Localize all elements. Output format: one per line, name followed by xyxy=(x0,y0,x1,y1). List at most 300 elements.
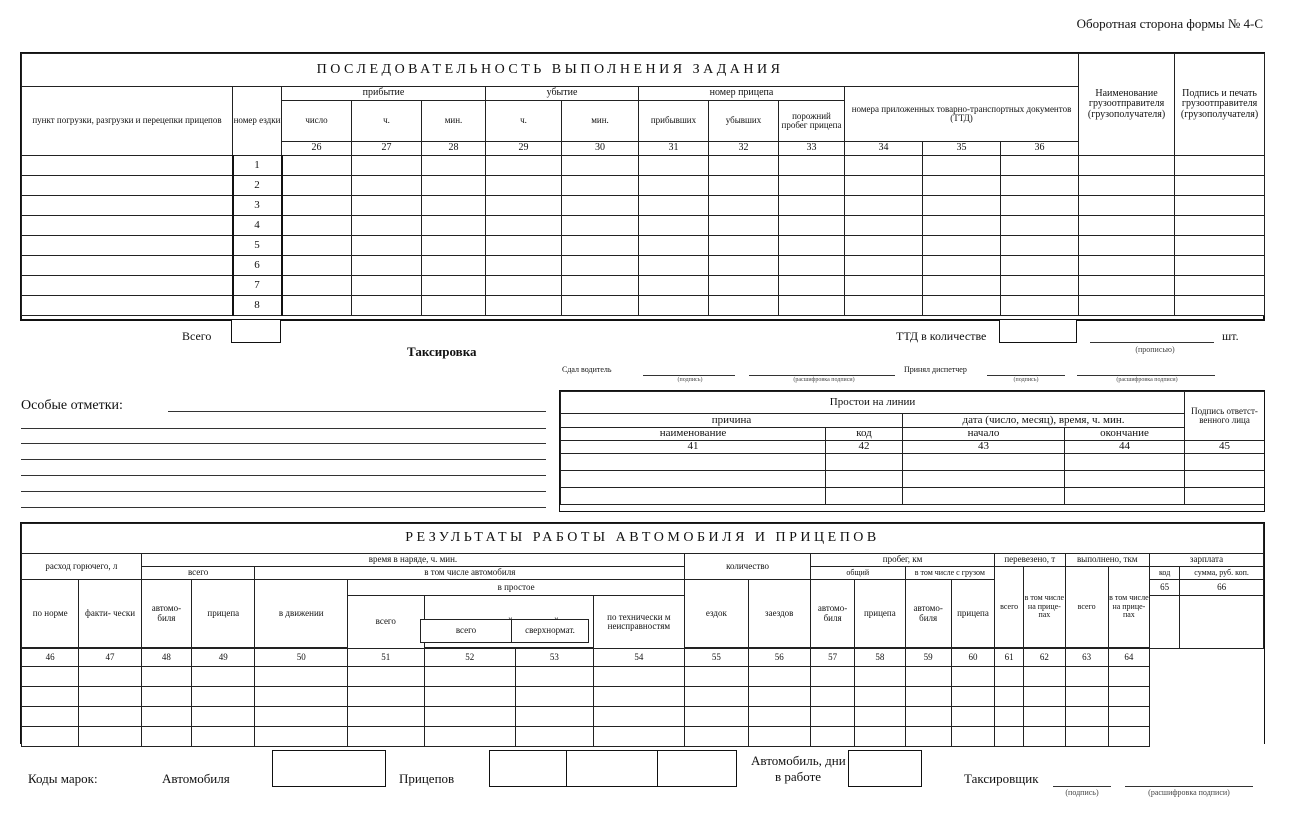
trips-header: ездок xyxy=(685,580,748,648)
task-cell[interactable] xyxy=(282,256,352,276)
under-load-all-header: всего xyxy=(421,620,512,643)
col-number: 56 xyxy=(748,649,810,667)
performed-all-header: всего xyxy=(1065,567,1108,648)
task-cell[interactable] xyxy=(779,176,845,196)
results-cell[interactable] xyxy=(855,687,905,707)
results-cell[interactable] xyxy=(516,687,593,707)
results-cell[interactable] xyxy=(685,687,748,707)
arrival-day-header: число xyxy=(282,101,352,142)
salary-sum-cell[interactable] xyxy=(1180,596,1264,649)
col-number: 36 xyxy=(1001,142,1079,156)
task-cell[interactable] xyxy=(709,236,779,256)
taxer-signature-line[interactable] xyxy=(1053,786,1111,787)
results-cell[interactable] xyxy=(1024,727,1065,747)
task-cell[interactable] xyxy=(486,296,562,316)
dispatcher-signature-line[interactable] xyxy=(987,375,1065,376)
task-cell[interactable] xyxy=(22,296,233,316)
task-cell[interactable] xyxy=(779,256,845,276)
task-cell[interactable] xyxy=(352,216,422,236)
ttd-count-box[interactable] xyxy=(999,319,1077,343)
driver-decode-caption: (расшифровка подписи) xyxy=(793,377,855,383)
taxer-label: Таксировщик xyxy=(964,771,1039,786)
task-cell[interactable] xyxy=(422,276,486,296)
task-cell[interactable] xyxy=(1079,296,1175,316)
task-cell[interactable] xyxy=(639,196,709,216)
col-number: 59 xyxy=(905,649,951,667)
task-cell[interactable] xyxy=(923,276,1001,296)
results-cell[interactable] xyxy=(1024,687,1065,707)
results-cell[interactable] xyxy=(748,687,810,707)
results-cell[interactable] xyxy=(255,727,348,747)
task-cell[interactable] xyxy=(1175,156,1265,176)
task-cell[interactable] xyxy=(282,216,352,236)
car-days-box[interactable] xyxy=(848,750,922,787)
task-cell[interactable] xyxy=(486,156,562,176)
task-cell[interactable] xyxy=(422,156,486,176)
task-cell[interactable] xyxy=(486,256,562,276)
results-cell[interactable] xyxy=(951,687,994,707)
task-cell[interactable] xyxy=(709,176,779,196)
driver-decode-line[interactable] xyxy=(749,375,895,376)
salary-sum-header: сумма, руб. коп. xyxy=(1180,567,1264,580)
task-cell[interactable] xyxy=(709,296,779,316)
col-number: 51 xyxy=(348,649,424,667)
time-all-header: всего xyxy=(141,567,255,580)
results-cell[interactable] xyxy=(79,707,141,727)
results-cell[interactable] xyxy=(905,687,951,707)
total-box[interactable] xyxy=(231,319,281,343)
results-cell[interactable] xyxy=(424,727,516,747)
results-cell[interactable] xyxy=(951,727,994,747)
time-trailer-header: прицепа xyxy=(192,580,255,648)
task-cell[interactable] xyxy=(709,256,779,276)
task-cell[interactable] xyxy=(486,236,562,256)
task-cell[interactable] xyxy=(352,196,422,216)
results-column-numbers xyxy=(22,649,1264,667)
car-days-label-2: в работе xyxy=(775,769,822,784)
task-cell[interactable] xyxy=(779,216,845,236)
task-cell[interactable] xyxy=(1079,216,1175,236)
salary-number: 65 xyxy=(1150,580,1180,596)
results-cell[interactable] xyxy=(905,667,951,687)
col-number: 55 xyxy=(685,649,748,667)
notes-line[interactable] xyxy=(21,459,546,460)
task-cell[interactable] xyxy=(282,236,352,256)
results-cell[interactable] xyxy=(951,707,994,727)
departure-header: убытие xyxy=(486,87,639,101)
results-cell[interactable] xyxy=(141,687,191,707)
col-number: 27 xyxy=(352,142,422,156)
task-cell[interactable] xyxy=(1001,276,1079,296)
task-cell[interactable] xyxy=(845,216,923,236)
task-cell[interactable] xyxy=(923,256,1001,276)
task-cell[interactable] xyxy=(1001,296,1079,316)
salary-blank xyxy=(1150,707,1264,727)
task-cell[interactable] xyxy=(845,276,923,296)
results-cell[interactable] xyxy=(810,687,854,707)
task-cell[interactable] xyxy=(1001,256,1079,276)
trailer-brand-box[interactable] xyxy=(489,750,567,787)
task-cell[interactable] xyxy=(845,176,923,196)
taxer-signature-caption: (подпись) xyxy=(1065,788,1099,797)
cargo-mileage-header: в том числе с грузом xyxy=(905,567,995,580)
results-cell[interactable] xyxy=(516,727,593,747)
task-cell[interactable] xyxy=(352,236,422,256)
responsible-header: Подпись ответст- венного лица xyxy=(1185,392,1265,441)
task-cell[interactable] xyxy=(1079,176,1175,196)
results-cell[interactable] xyxy=(516,667,593,687)
results-cell[interactable] xyxy=(141,667,191,687)
results-cell[interactable] xyxy=(1108,707,1149,727)
task-cell[interactable] xyxy=(779,156,845,176)
salary-code-cell[interactable] xyxy=(1150,596,1180,649)
ttd-numbers-header: номера приложенных товарно-транспортных документов (ТТД) xyxy=(845,87,1079,142)
results-cell[interactable] xyxy=(192,687,255,707)
task-row xyxy=(22,216,1265,236)
task-cell[interactable] xyxy=(486,276,562,296)
quantity-header: количество xyxy=(685,554,811,580)
time-total-header: время в наряде, ч. мин. xyxy=(141,554,684,567)
results-cell[interactable] xyxy=(748,707,810,727)
results-cell[interactable] xyxy=(685,727,748,747)
task-cell[interactable] xyxy=(562,156,639,176)
task-cell[interactable] xyxy=(639,156,709,176)
task-cell[interactable] xyxy=(352,256,422,276)
results-cell[interactable] xyxy=(685,707,748,727)
results-cell[interactable] xyxy=(22,727,79,747)
task-cell[interactable] xyxy=(1175,256,1265,276)
col-number: 58 xyxy=(855,649,905,667)
form-side-label: Оборотная сторона формы № 4-С xyxy=(1076,16,1263,31)
results-cell[interactable] xyxy=(855,727,905,747)
notes-line[interactable] xyxy=(21,507,546,508)
general-mileage-header: общий xyxy=(810,567,905,580)
results-cell[interactable] xyxy=(255,687,348,707)
performed-header: выполнено, ткм xyxy=(1065,554,1150,567)
fuel-norm-header: по норме xyxy=(22,580,79,648)
col-number: 34 xyxy=(845,142,923,156)
task-cell[interactable] xyxy=(422,256,486,276)
trip-number: 7 xyxy=(233,276,282,296)
task-cell[interactable] xyxy=(352,176,422,196)
salary-blank xyxy=(1150,727,1264,747)
task-cell[interactable] xyxy=(845,236,923,256)
task-cell[interactable] xyxy=(422,196,486,216)
notes-line[interactable] xyxy=(21,491,546,492)
departure-hour-header: ч. xyxy=(486,101,562,142)
task-cell[interactable] xyxy=(639,296,709,316)
task-cell[interactable] xyxy=(352,296,422,316)
mileage-header: пробег, км xyxy=(810,554,994,567)
results-cell[interactable] xyxy=(1108,667,1149,687)
results-cell[interactable] xyxy=(22,687,79,707)
task-cell[interactable] xyxy=(709,276,779,296)
task-cell[interactable] xyxy=(22,156,233,176)
results-cell[interactable] xyxy=(424,707,516,727)
trip-number: 6 xyxy=(233,256,282,276)
results-cell[interactable] xyxy=(995,727,1024,747)
task-cell[interactable] xyxy=(352,156,422,176)
task-cell[interactable] xyxy=(845,296,923,316)
task-cell[interactable] xyxy=(923,156,1001,176)
task-cell[interactable] xyxy=(22,176,233,196)
salary-code-header: код xyxy=(1150,567,1180,580)
task-cell[interactable] xyxy=(639,256,709,276)
task-cell[interactable] xyxy=(562,256,639,276)
trailer-number-header: номер прицепа xyxy=(639,87,845,101)
results-cell[interactable] xyxy=(748,727,810,747)
task-cell[interactable] xyxy=(923,216,1001,236)
task-cell[interactable] xyxy=(779,276,845,296)
task-cell[interactable] xyxy=(486,196,562,216)
col-number: 31 xyxy=(639,142,709,156)
trailer-brand-box[interactable] xyxy=(657,750,737,787)
results-cell[interactable] xyxy=(516,707,593,727)
task-cell[interactable] xyxy=(1001,176,1079,196)
trailer-brand-label: Прицепов xyxy=(399,771,455,786)
salary-blank xyxy=(1150,667,1264,687)
idle-header: в простое xyxy=(348,580,685,596)
reason-code-header: код xyxy=(826,428,903,441)
results-cell[interactable] xyxy=(79,687,141,707)
results-cell[interactable] xyxy=(593,727,685,747)
departure-min-header: мин. xyxy=(562,101,639,142)
arrival-header: прибытие xyxy=(282,87,486,101)
driver-signature-caption: (подпись) xyxy=(677,377,703,383)
task-cell[interactable] xyxy=(709,156,779,176)
fuel-header: расход горючего, л xyxy=(22,554,142,580)
task-cell[interactable] xyxy=(639,236,709,256)
results-cell[interactable] xyxy=(995,687,1024,707)
task-cell[interactable] xyxy=(422,176,486,196)
task-cell[interactable] xyxy=(779,196,845,216)
col-number: 53 xyxy=(516,649,593,667)
task-cell[interactable] xyxy=(486,216,562,236)
trailer-brand-box[interactable] xyxy=(566,750,658,787)
task-cell[interactable] xyxy=(562,276,639,296)
task-cell[interactable] xyxy=(1079,276,1175,296)
results-cell[interactable] xyxy=(1108,727,1149,747)
task-cell[interactable] xyxy=(1175,176,1265,196)
task-cell[interactable] xyxy=(282,196,352,216)
task-cell[interactable] xyxy=(1001,156,1079,176)
task-cell[interactable] xyxy=(923,236,1001,256)
results-cell[interactable] xyxy=(905,707,951,727)
transported-header: перевезено, т xyxy=(995,554,1065,567)
results-cell[interactable] xyxy=(348,727,424,747)
task-cell[interactable] xyxy=(779,236,845,256)
stops-header: заездов xyxy=(748,580,810,648)
ttd-count-label: ТТД в количестве xyxy=(896,329,987,343)
task-cell[interactable] xyxy=(779,296,845,316)
driver-handed-label: Сдал водитель xyxy=(562,365,612,374)
dispatcher-decode-line[interactable] xyxy=(1077,375,1215,376)
results-cell[interactable] xyxy=(1065,727,1108,747)
notes-line[interactable] xyxy=(21,475,546,476)
notes-line[interactable] xyxy=(21,443,546,444)
results-cell[interactable] xyxy=(79,667,141,687)
trip-number: 2 xyxy=(233,176,282,196)
results-cell[interactable] xyxy=(748,667,810,687)
task-cell[interactable] xyxy=(422,236,486,256)
datetime-header: дата (число, месяц), время, ч. мин. xyxy=(903,414,1185,428)
in-motion-header: в движении xyxy=(255,580,348,648)
task-cell[interactable] xyxy=(562,196,639,216)
task-cell[interactable] xyxy=(22,236,233,256)
task-cell[interactable] xyxy=(22,276,233,296)
task-cell[interactable] xyxy=(709,216,779,236)
results-cell[interactable] xyxy=(855,667,905,687)
task-cell[interactable] xyxy=(1079,156,1175,176)
task-cell[interactable] xyxy=(562,296,639,316)
col-number: 29 xyxy=(486,142,562,156)
task-cell[interactable] xyxy=(22,256,233,276)
task-cell[interactable] xyxy=(639,176,709,196)
task-row xyxy=(22,236,1265,256)
task-cell[interactable] xyxy=(1079,236,1175,256)
task-cell[interactable] xyxy=(923,176,1001,196)
results-cell[interactable] xyxy=(593,687,685,707)
results-cell[interactable] xyxy=(1024,707,1065,727)
downtime-title: Простои на линии xyxy=(561,392,1185,414)
col-number: 28 xyxy=(422,142,486,156)
task-row xyxy=(22,256,1265,276)
performed-trailers-header: в том числе на прице- пах xyxy=(1108,567,1149,648)
task-cell[interactable] xyxy=(562,236,639,256)
results-cell[interactable] xyxy=(1065,667,1108,687)
car-brand-box[interactable] xyxy=(272,750,386,787)
task-cell[interactable] xyxy=(923,196,1001,216)
task-cell[interactable] xyxy=(486,176,562,196)
results-cell[interactable] xyxy=(348,667,424,687)
results-cell[interactable] xyxy=(995,707,1024,727)
results-cell[interactable] xyxy=(348,707,424,727)
results-cell[interactable] xyxy=(1108,687,1149,707)
task-cell[interactable] xyxy=(562,176,639,196)
ttd-words-line[interactable] xyxy=(1090,342,1214,343)
empty-run-header: порожний пробег прицепа xyxy=(779,101,845,142)
task-cell[interactable] xyxy=(1001,196,1079,216)
trip-number-header: номер ездки xyxy=(233,87,282,156)
task-cell[interactable] xyxy=(845,156,923,176)
results-row xyxy=(22,707,1264,727)
task-cell[interactable] xyxy=(1175,276,1265,296)
task-cell[interactable] xyxy=(352,276,422,296)
above-norm-header: сверхнормат. xyxy=(512,620,589,643)
task-cell[interactable] xyxy=(22,196,233,216)
results-cell[interactable] xyxy=(1065,687,1108,707)
task-cell[interactable] xyxy=(282,156,352,176)
col-number: 57 xyxy=(810,649,854,667)
task-cell[interactable] xyxy=(639,276,709,296)
col-number: 32 xyxy=(709,142,779,156)
salary-blank xyxy=(1150,649,1264,667)
driver-signature-line[interactable] xyxy=(643,375,735,376)
task-row xyxy=(22,196,1265,216)
task-cell[interactable] xyxy=(1001,236,1079,256)
task-cell[interactable] xyxy=(422,216,486,236)
dispatcher-signature-caption: (подпись) xyxy=(1013,377,1039,383)
results-cell[interactable] xyxy=(22,707,79,727)
task-cell[interactable] xyxy=(1079,256,1175,276)
task-cell[interactable] xyxy=(22,216,233,236)
task-cell[interactable] xyxy=(845,256,923,276)
task-cell[interactable] xyxy=(1175,216,1265,236)
notes-line[interactable] xyxy=(168,411,546,412)
col-number: 48 xyxy=(141,649,191,667)
taxer-decode-line[interactable] xyxy=(1125,786,1253,787)
results-cell[interactable] xyxy=(192,707,255,727)
results-cell[interactable] xyxy=(810,707,854,727)
results-cell[interactable] xyxy=(593,667,685,687)
col-number: 44 xyxy=(1065,441,1185,454)
task-cell[interactable] xyxy=(709,196,779,216)
task-row xyxy=(22,156,1265,176)
task-cell[interactable] xyxy=(1175,236,1265,256)
results-cell[interactable] xyxy=(685,667,748,687)
results-cell[interactable] xyxy=(424,667,516,687)
end-header: окончание xyxy=(1065,428,1185,441)
col-number: 52 xyxy=(424,649,516,667)
results-cell[interactable] xyxy=(810,727,854,747)
col-number: 63 xyxy=(1065,649,1108,667)
results-cell[interactable] xyxy=(1024,667,1065,687)
results-cell[interactable] xyxy=(810,667,854,687)
results-cell[interactable] xyxy=(255,667,348,687)
task-cell[interactable] xyxy=(1001,216,1079,236)
special-notes-label: Особые отметки: xyxy=(21,398,123,413)
car-days-label: Автомобиль, дни xyxy=(751,753,846,768)
task-cell[interactable] xyxy=(562,216,639,236)
results-cell[interactable] xyxy=(141,707,191,727)
reason-name-header: наименование xyxy=(561,428,826,441)
results-cell[interactable] xyxy=(855,707,905,727)
task-cell[interactable] xyxy=(639,216,709,236)
results-cell[interactable] xyxy=(79,727,141,747)
results-cell[interactable] xyxy=(593,707,685,727)
trip-number: 8 xyxy=(233,296,282,316)
results-cell[interactable] xyxy=(1065,707,1108,727)
task-cell[interactable] xyxy=(1175,296,1265,316)
task-cell[interactable] xyxy=(923,296,1001,316)
results-cell[interactable] xyxy=(995,667,1024,687)
results-cell[interactable] xyxy=(141,727,191,747)
task-cell[interactable] xyxy=(282,296,352,316)
notes-line[interactable] xyxy=(21,428,546,429)
col-number: 33 xyxy=(779,142,845,156)
results-cell[interactable] xyxy=(192,727,255,747)
col-number: 26 xyxy=(282,142,352,156)
task-cell[interactable] xyxy=(1079,196,1175,216)
results-cell[interactable] xyxy=(951,667,994,687)
under-load-subheader xyxy=(420,619,589,643)
trailers-arriving-header: прибывших xyxy=(639,101,709,142)
results-cell[interactable] xyxy=(22,667,79,687)
results-cell[interactable] xyxy=(255,707,348,727)
task-cell[interactable] xyxy=(422,296,486,316)
task-cell[interactable] xyxy=(282,176,352,196)
shipper-name-header: Наименование грузоотправителя (грузополучателя) xyxy=(1079,54,1175,156)
task-cell[interactable] xyxy=(282,276,352,296)
results-cell[interactable] xyxy=(905,727,951,747)
task-cell[interactable] xyxy=(845,196,923,216)
task-cell[interactable] xyxy=(1175,196,1265,216)
results-cell[interactable] xyxy=(192,667,255,687)
trip-number: 1 xyxy=(233,156,282,176)
results-cell[interactable] xyxy=(424,687,516,707)
results-cell[interactable] xyxy=(348,687,424,707)
transported-trailers-header: в том числе на прице- пах xyxy=(1024,567,1065,648)
